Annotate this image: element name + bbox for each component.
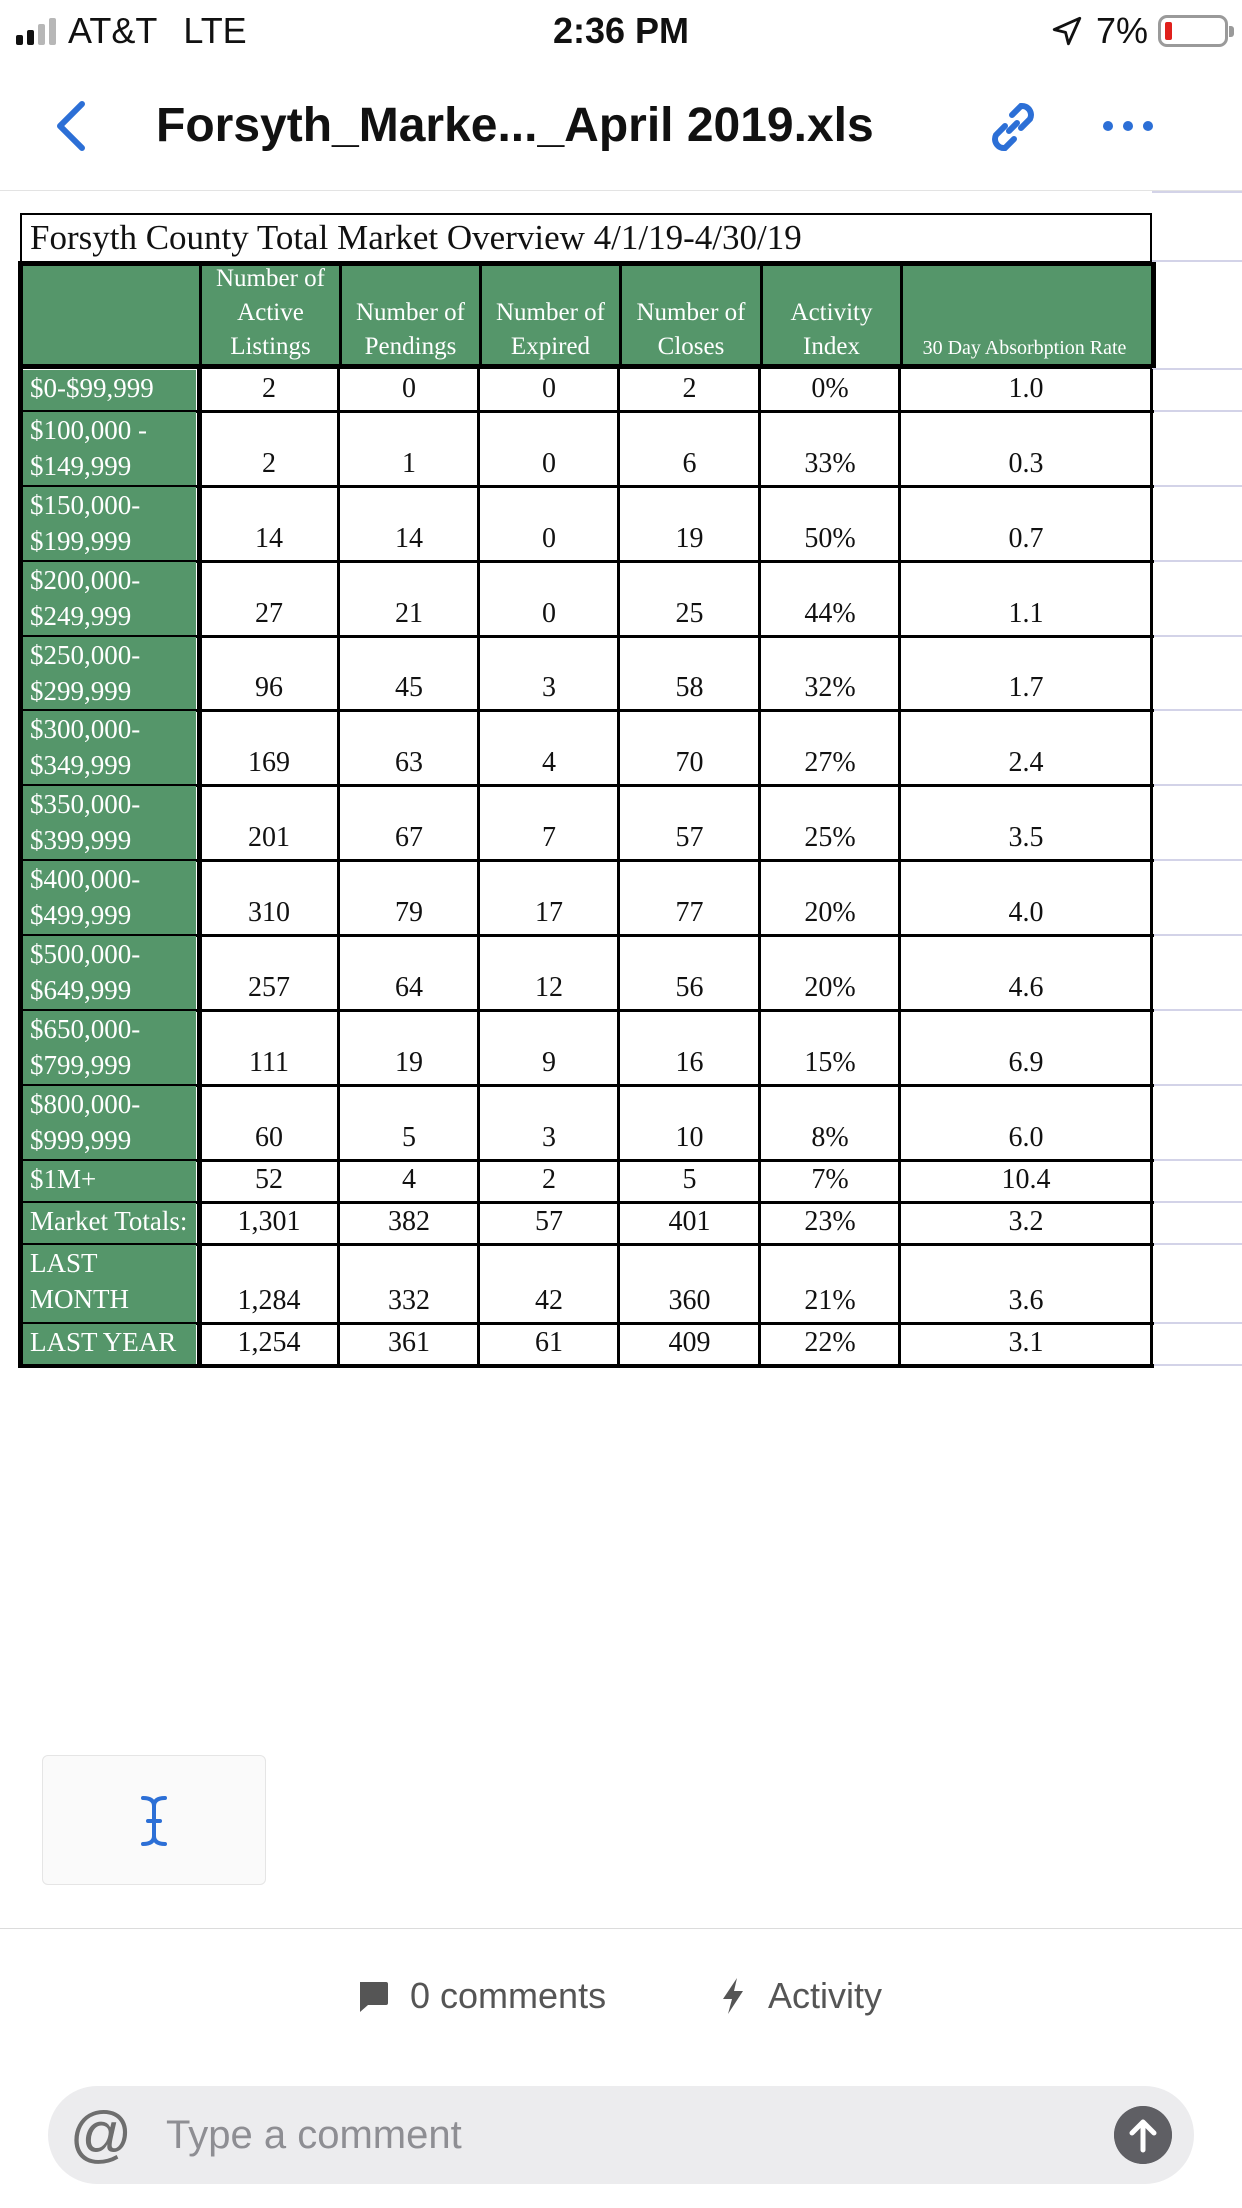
column-header: Number of Pendings xyxy=(339,266,479,364)
table-cell[interactable]: 409 xyxy=(668,1327,711,1358)
table-cell[interactable]: 22% xyxy=(804,1327,856,1358)
gridline xyxy=(1152,1084,1242,1086)
table-cell[interactable]: 79 xyxy=(395,897,423,928)
comment-composer xyxy=(48,2086,1194,2184)
table-cell[interactable]: 2.4 xyxy=(1008,747,1044,778)
table-cell[interactable]: 1,301 xyxy=(237,1206,301,1237)
location-arrow-icon xyxy=(1050,14,1084,48)
table-cell[interactable]: 257 xyxy=(248,972,290,1003)
row-label: $400,000- $499,999 xyxy=(22,861,196,934)
clock: 2:36 PM xyxy=(552,10,690,51)
table-cell[interactable]: 382 xyxy=(388,1206,430,1237)
table-cell[interactable]: 27% xyxy=(804,747,856,778)
row-label: $100,000 - $149,999 xyxy=(22,412,196,485)
table-cell[interactable]: 0 xyxy=(542,523,556,554)
text-cursor-icon xyxy=(139,1794,169,1848)
table-cell[interactable]: 70 xyxy=(675,747,704,778)
column-divider xyxy=(617,369,620,1367)
table-cell[interactable]: 58 xyxy=(675,672,704,703)
table-cell[interactable]: 7 xyxy=(542,822,556,853)
gridline xyxy=(1152,260,1242,262)
status-right xyxy=(1050,8,1228,54)
table-cell[interactable]: 0.7 xyxy=(1008,523,1044,554)
table-cell[interactable]: 45 xyxy=(395,672,423,703)
row-divider xyxy=(18,1364,1154,1368)
activity-tab[interactable] xyxy=(718,1966,882,2026)
row-label: $1M+ xyxy=(22,1161,196,1201)
more-icon[interactable] xyxy=(1100,108,1156,144)
send-arrow-icon[interactable] xyxy=(1114,2106,1172,2164)
table-cell[interactable]: 44% xyxy=(804,598,856,629)
row-label: $150,000- $199,999 xyxy=(22,487,196,560)
header-row xyxy=(18,261,1156,369)
table-cell[interactable]: 64 xyxy=(395,972,423,1003)
table-cell[interactable]: 17 xyxy=(535,897,563,928)
table-cell[interactable]: 1.7 xyxy=(1008,672,1044,703)
column-divider xyxy=(18,369,23,1367)
carrier-label: AT&T xyxy=(68,10,158,51)
comments-label: 0 comments xyxy=(410,1975,607,2016)
row-label: $300,000- $349,999 xyxy=(22,711,196,784)
table-cell[interactable]: 10.4 xyxy=(1001,1164,1051,1195)
table-cell[interactable]: 4.0 xyxy=(1008,897,1044,928)
table-cell[interactable]: 1,284 xyxy=(237,1285,301,1316)
table-cell[interactable]: 0% xyxy=(811,373,849,404)
table-cell[interactable]: 2 xyxy=(262,373,276,404)
table-cell[interactable]: 201 xyxy=(248,822,290,853)
gridline xyxy=(1152,1322,1242,1324)
row-label: $500,000- $649,999 xyxy=(22,936,196,1009)
table-cell[interactable]: 6.0 xyxy=(1008,1122,1044,1153)
table-cell[interactable]: 3.2 xyxy=(1008,1206,1044,1237)
back-chevron-icon[interactable] xyxy=(48,98,98,154)
table-cell[interactable]: 20% xyxy=(804,897,856,928)
table-cell[interactable]: 56 xyxy=(675,972,704,1003)
column-divider xyxy=(337,369,340,1367)
table-cell[interactable]: 401 xyxy=(668,1206,711,1237)
comments-tab[interactable] xyxy=(356,1966,606,2026)
activity-label: Activity xyxy=(768,1975,883,2016)
table-cell[interactable]: 21% xyxy=(804,1285,856,1316)
table-cell[interactable]: 67 xyxy=(395,822,423,853)
table-cell[interactable]: 32% xyxy=(804,672,856,703)
comment-bubble-icon xyxy=(356,1979,390,2013)
column-header: Number of Closes xyxy=(619,266,760,364)
table-cell[interactable]: 6.9 xyxy=(1008,1047,1044,1078)
table-cell[interactable]: 96 xyxy=(255,672,283,703)
table-cell[interactable]: 0 xyxy=(542,598,556,629)
table-cell[interactable]: 169 xyxy=(248,747,290,778)
nav-bar xyxy=(0,62,1242,191)
sheet-title: Forsyth County Total Market Overview 4/1/19-4/30/19 xyxy=(20,213,1152,263)
gridline xyxy=(1152,368,1242,370)
table-cell[interactable]: 7% xyxy=(811,1164,849,1195)
table-cell[interactable]: 0 xyxy=(542,373,556,404)
battery-icon xyxy=(1158,15,1228,47)
table-cell[interactable]: 50% xyxy=(804,523,856,554)
table-cell[interactable]: 20% xyxy=(804,972,856,1003)
row-label: $650,000- $799,999 xyxy=(22,1011,196,1084)
table-cell[interactable]: 0 xyxy=(542,448,556,479)
text-edit-button[interactable] xyxy=(42,1755,266,1885)
table-cell[interactable]: 4 xyxy=(542,747,556,778)
table-cell[interactable]: 9 xyxy=(542,1047,556,1078)
table-cell[interactable]: 332 xyxy=(388,1285,430,1316)
gridline xyxy=(1152,1159,1242,1161)
table-cell[interactable]: 111 xyxy=(249,1047,289,1078)
table-cell[interactable]: 19 xyxy=(675,523,704,554)
table-cell[interactable]: 5 xyxy=(682,1164,697,1195)
table-cell[interactable]: 14 xyxy=(255,523,283,554)
table-cell[interactable]: 2 xyxy=(262,448,276,479)
table-cell[interactable]: 52 xyxy=(255,1164,283,1195)
bolt-icon xyxy=(718,1977,748,2015)
status-bar xyxy=(0,0,1242,62)
table-cell[interactable]: 5 xyxy=(402,1122,416,1153)
table-cell[interactable]: 1.1 xyxy=(1008,598,1044,629)
gridline xyxy=(1152,934,1242,936)
gridline xyxy=(1152,560,1242,562)
table-cell[interactable]: 16 xyxy=(675,1047,704,1078)
column-header: 30 Day Absorbption Rate xyxy=(900,266,1146,364)
table-cell[interactable]: 1.0 xyxy=(1008,373,1044,404)
table-cell[interactable]: 12 xyxy=(535,972,563,1003)
table-cell[interactable]: 23% xyxy=(804,1206,856,1237)
bottom-divider xyxy=(0,1928,1242,1929)
gridline xyxy=(1152,1009,1242,1011)
bottom-tabs xyxy=(0,1966,1242,2026)
column-header: Activity Index xyxy=(760,266,900,364)
table-cell[interactable]: 15% xyxy=(804,1047,856,1078)
gridline xyxy=(1152,635,1242,637)
table-cell[interactable]: 25 xyxy=(675,598,704,629)
network-label: LTE xyxy=(183,10,247,51)
table-cell[interactable]: 4.6 xyxy=(1008,972,1044,1003)
table-cell[interactable]: 10 xyxy=(675,1122,704,1153)
table-cell[interactable]: 19 xyxy=(395,1047,423,1078)
table-cell[interactable]: 310 xyxy=(248,897,290,928)
row-label: LAST YEAR xyxy=(22,1324,196,1364)
at-icon[interactable]: @ xyxy=(69,2100,133,2169)
table-cell[interactable]: 8% xyxy=(811,1122,849,1153)
table-cell[interactable]: 0 xyxy=(402,373,416,404)
table-cell[interactable]: 57 xyxy=(675,822,704,853)
table-cell[interactable]: 3.5 xyxy=(1008,822,1044,853)
column-header: Number of Active Listings xyxy=(199,266,339,364)
header-corner-cell xyxy=(22,266,199,364)
table-cell[interactable]: 14 xyxy=(395,523,423,554)
gridline xyxy=(1152,1243,1242,1245)
row-label: Market Totals: xyxy=(22,1203,196,1243)
row-label: $0-$99,999 xyxy=(22,370,196,410)
row-label: LAST MONTH xyxy=(22,1245,196,1322)
table-cell[interactable]: 2 xyxy=(682,373,697,404)
gridline xyxy=(1152,410,1242,412)
gridline xyxy=(1152,1201,1242,1203)
row-label: $200,000- $249,999 xyxy=(22,562,196,635)
row-label: $800,000- $999,999 xyxy=(22,1086,196,1159)
table-cell[interactable]: 3 xyxy=(542,672,556,703)
table-cell[interactable]: 57 xyxy=(535,1206,563,1237)
table-cell[interactable]: 42 xyxy=(535,1285,563,1316)
gridline xyxy=(1152,191,1242,193)
table-cell[interactable]: 6 xyxy=(682,448,697,479)
table-cell[interactable]: 63 xyxy=(395,747,423,778)
table-cell[interactable]: 3 xyxy=(542,1122,556,1153)
table-cell[interactable]: 61 xyxy=(535,1327,563,1358)
link-icon[interactable] xyxy=(982,96,1044,158)
table-cell[interactable]: 21 xyxy=(395,598,423,629)
spreadsheet[interactable] xyxy=(0,192,1242,1372)
table-cell[interactable]: 2 xyxy=(542,1164,556,1195)
row-label: $250,000- $299,999 xyxy=(22,637,196,709)
table-cell[interactable]: 27 xyxy=(255,598,283,629)
table-cell[interactable]: 3.6 xyxy=(1008,1285,1044,1316)
column-header: Number of Expired xyxy=(479,266,619,364)
row-label: $350,000- $399,999 xyxy=(22,786,196,859)
column-divider xyxy=(758,369,761,1367)
battery-percent: 7% xyxy=(1095,10,1148,51)
gridline xyxy=(1152,1364,1242,1366)
table-cell[interactable]: 25% xyxy=(804,822,856,853)
table-cell[interactable]: 360 xyxy=(668,1285,711,1316)
column-divider xyxy=(477,369,480,1367)
table-cell[interactable]: 0.3 xyxy=(1008,448,1044,479)
table-cell[interactable]: 361 xyxy=(388,1327,430,1358)
table-cell[interactable]: 77 xyxy=(675,897,704,928)
table-cell[interactable]: 33% xyxy=(804,448,856,479)
column-divider xyxy=(898,369,901,1367)
table-cell[interactable]: 60 xyxy=(255,1122,283,1153)
gridline xyxy=(1152,485,1242,487)
table-cell[interactable]: 3.1 xyxy=(1008,1327,1044,1358)
gridline xyxy=(1152,784,1242,786)
column-divider xyxy=(197,369,202,1367)
gridline xyxy=(1152,709,1242,711)
gridline xyxy=(1152,859,1242,861)
table-cell[interactable]: 4 xyxy=(402,1164,416,1195)
table-cell[interactable]: 1,254 xyxy=(237,1327,301,1358)
comment-input[interactable] xyxy=(166,2086,1066,2184)
column-divider xyxy=(1150,369,1153,1367)
table-cell[interactable]: 1 xyxy=(402,448,416,479)
document-title: Forsyth_Marke..._April 2019.xls xyxy=(156,99,874,152)
